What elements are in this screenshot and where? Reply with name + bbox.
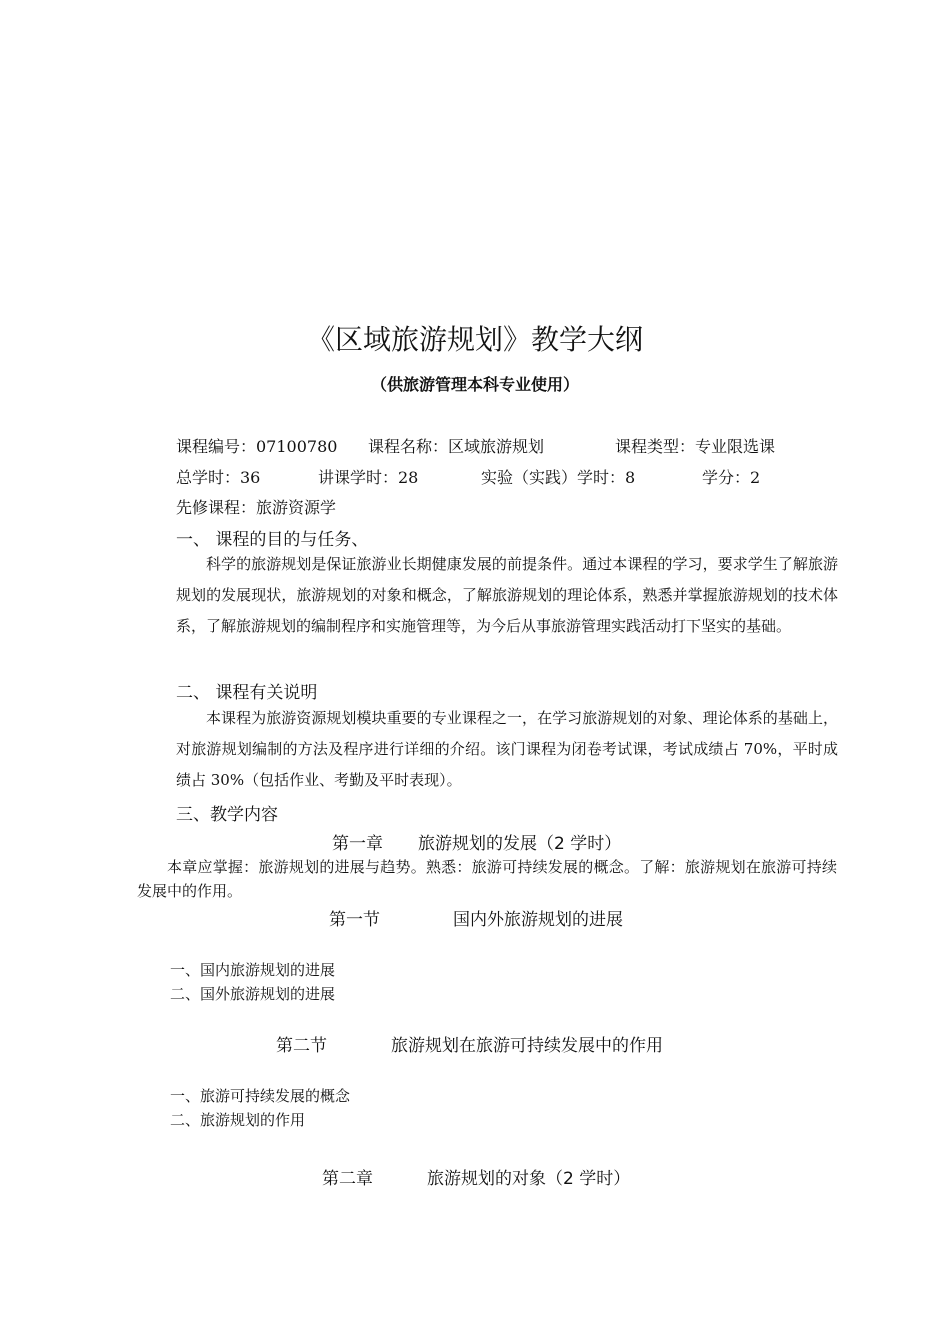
chapter1-section2-label: 第二节 (276, 1036, 327, 1056)
lab-hours: 实验（实践）学时：8 (481, 468, 636, 487)
list-item: 一、国内旅游规划的进展 (170, 961, 336, 979)
section-body-notes: 本课程为旅游资源规划模块重要的专业课程之一，在学习旅游规划的对象、理论体系的基础上，对旅游规划编制的方法及程序进行详细的介绍。该门课程为闭卷考试课，考试成绩占 70%，平时成绩占 30%（包括作业、考勤及平时表现）。 (176, 709, 838, 789)
chapter1-section2-title: 旅游规划在旅游可持续发展中的作用 (391, 1036, 663, 1056)
total-hours: 总学时：36 (176, 468, 261, 487)
section-body-purpose: 科学的旅游规划是保证旅游业长期健康发展的前提条件。通过本课程的学习，要求学生了解旅游规划的发展现状，旅游规划的对象和概念，了解旅游规划的理论体系，熟悉并掌握旅游规划的技术体系，了解旅游规划的编制程序和实施管理等，为今后从事旅游管理实践活动打下坚实的基础。 (176, 555, 838, 635)
list-item: 二、旅游规划的作用 (170, 1111, 306, 1129)
chapter1-intro: 本章应掌握：旅游规划的进展与趋势。熟悉：旅游可持续发展的概念。了解：旅游规划在旅游可持续发展中的作用。 (137, 858, 837, 900)
section-heading-purpose: 一、 课程的目的与任务、 (176, 530, 369, 550)
credits: 学分：2 (702, 468, 761, 487)
chapter1-title: 旅游规划的发展（2 学时） (418, 834, 622, 854)
document-title: 《区域旅游规划》教学大纲 (306, 323, 643, 356)
chapter2-label: 第二章 (322, 1169, 373, 1189)
section-heading-notes: 二、 课程有关说明 (176, 683, 318, 703)
list-item: 二、国外旅游规划的进展 (170, 985, 336, 1003)
section-heading-content: 三、教学内容 (176, 805, 278, 825)
chapter1-section1-title: 国内外旅游规划的进展 (453, 910, 623, 930)
chapter1-section1-label: 第一节 (329, 910, 380, 930)
document-subtitle: （供旅游管理本科专业使用） (370, 375, 579, 394)
course-type: 课程类型：专业限选课 (615, 437, 776, 456)
course-code: 课程编号：07100780 (176, 437, 338, 456)
prerequisite: 先修课程：旅游资源学 (176, 498, 337, 517)
chapter2-title: 旅游规划的对象（2 学时） (427, 1169, 631, 1189)
chapter1-label: 第一章 (332, 834, 383, 854)
list-item: 一、旅游可持续发展的概念 (170, 1087, 351, 1105)
lecture-hours: 讲课学时：28 (318, 468, 419, 487)
course-name: 课程名称：区域旅游规划 (368, 437, 545, 456)
